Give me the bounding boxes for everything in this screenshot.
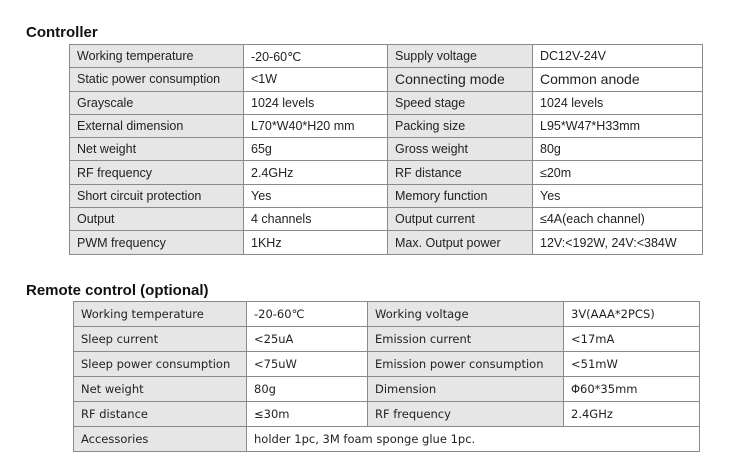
spec-value: Yes [533,184,703,207]
table-row [74,427,700,452]
table-row [74,302,700,327]
controller-spec-table [69,44,703,255]
spec-label: Supply voltage [388,45,533,68]
spec-value: <51mW [564,352,700,377]
accessories-label: Accessories [74,427,247,452]
spec-label: Gross weight [388,138,533,161]
spec-label: Output [70,208,244,231]
table-row [70,208,703,231]
table-row [70,114,703,137]
spec-value: 2.4GHz [244,161,388,184]
spec-value: Yes [244,184,388,207]
table-row [70,138,703,161]
spec-label: Emission current [368,327,564,352]
table-row [70,91,703,114]
table-row [70,161,703,184]
spec-value: DC12V-24V [533,45,703,68]
spec-value: 80g [533,138,703,161]
accessories-value: holder 1pc, 3M foam sponge glue 1pc. [247,427,700,452]
spec-value: 4 channels [244,208,388,231]
spec-value: 65g [244,138,388,161]
spec-value: ≤30m [247,402,368,427]
spec-value: ≤4A(each channel) [533,208,703,231]
spec-label: Sleep power consumption [74,352,247,377]
spec-label: Packing size [388,114,533,137]
spec-value: 12V:<192W, 24V:<384W [533,231,703,254]
controller-heading: Controller [26,24,98,41]
table-row [74,377,700,402]
spec-value: 80g [247,377,368,402]
spec-label: Speed stage [388,91,533,114]
spec-value: Φ60*35mm [564,377,700,402]
table-row [70,68,703,91]
spec-value: 3V(AAA*2PCS) [564,302,700,327]
spec-value: 1024 levels [244,91,388,114]
table-row [74,327,700,352]
spec-label: External dimension [70,114,244,137]
spec-label: Net weight [74,377,247,402]
spec-label: RF frequency [368,402,564,427]
spec-label: Grayscale [70,91,244,114]
spec-label: RF frequency [70,161,244,184]
spec-label: Output current [388,208,533,231]
spec-value: <75uW [247,352,368,377]
spec-label: PWM frequency [70,231,244,254]
remote-heading: Remote control (optional) [26,282,209,299]
spec-value: 1024 levels [533,91,703,114]
spec-label: Working temperature [74,302,247,327]
spec-label: RF distance [74,402,247,427]
spec-label: Memory function [388,184,533,207]
spec-value: -20-60℃ [244,45,388,68]
spec-value: L70*W40*H20 mm [244,114,388,137]
spec-label: Sleep current [74,327,247,352]
spec-value: Common anode [533,68,703,91]
spec-label: Net weight [70,138,244,161]
spec-value: 2.4GHz [564,402,700,427]
spec-value: <25uA [247,327,368,352]
spec-label: Working voltage [368,302,564,327]
table-row [70,45,703,68]
spec-label: Dimension [368,377,564,402]
spec-label: RF distance [388,161,533,184]
spec-value: <17mA [564,327,700,352]
spec-value: -20-60℃ [247,302,368,327]
spec-label: Static power consumption [70,68,244,91]
spec-label: Max. Output power [388,231,533,254]
spec-value: ≤20m [533,161,703,184]
spec-value: 1KHz [244,231,388,254]
spec-label: Connecting mode [388,68,533,91]
table-row [70,231,703,254]
spec-value: L95*W47*H33mm [533,114,703,137]
table-row [74,352,700,377]
table-row [74,402,700,427]
table-row [70,184,703,207]
remote-spec-table [73,301,700,452]
spec-value: <1W [244,68,388,91]
spec-label: Short circuit protection [70,184,244,207]
spec-label: Working temperature [70,45,244,68]
spec-label: Emission power consumption [368,352,564,377]
